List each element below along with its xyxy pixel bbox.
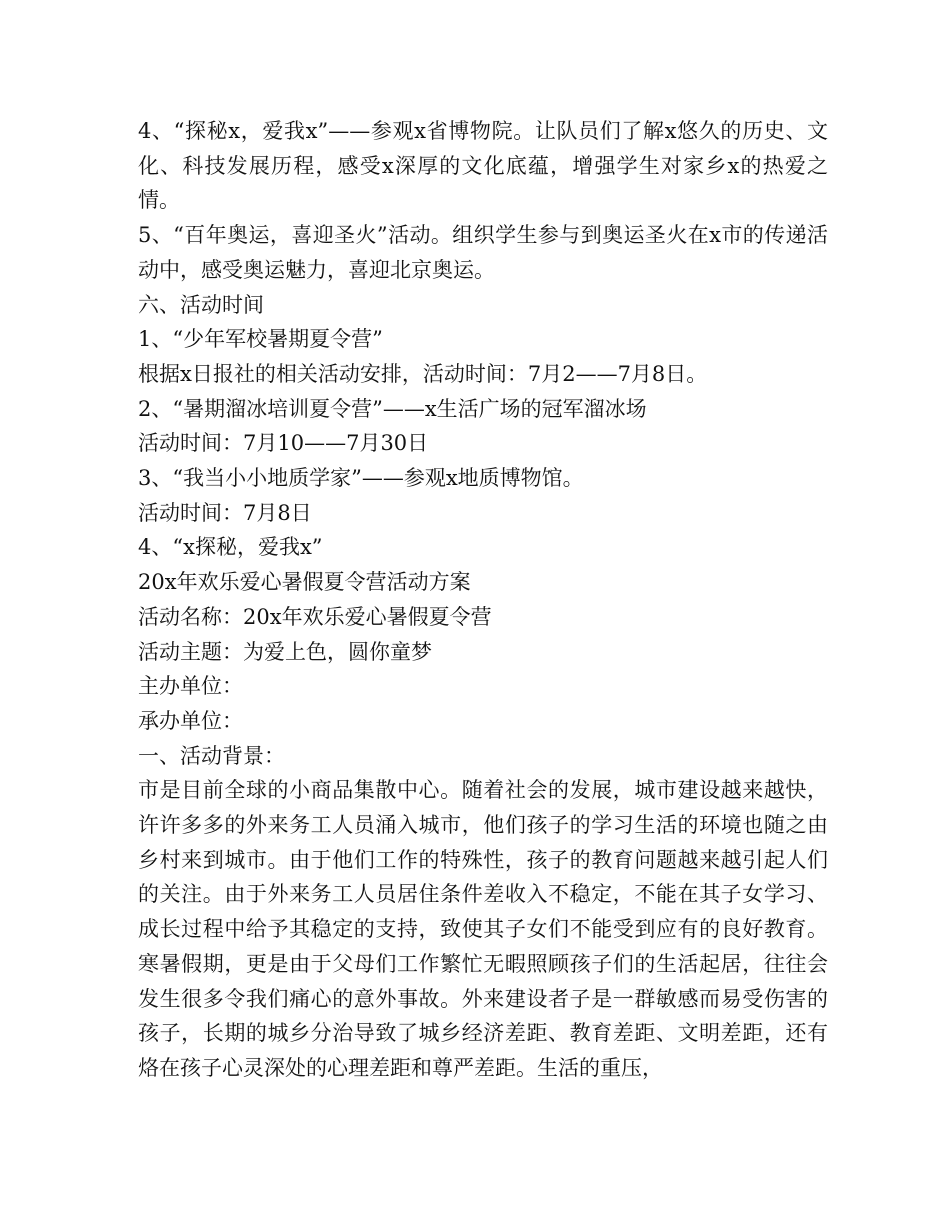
section-heading-background: 一、活动背景：: [138, 743, 285, 768]
list-item-military-camp: 1、“少年军校暑期夏令营”: [138, 327, 383, 352]
activity-schedule-text: 根据x日报社的相关活动安排，活动时间：7月2——7月8日。: [138, 361, 708, 386]
section-heading-activity-time: 六、活动时间: [138, 292, 264, 317]
plan-title: 20x年欢乐爱心暑假夏令营活动方案: [138, 570, 471, 595]
paragraph-item-4-museum: 4、“探秘x，爱我x”——参观x省博物院。让队员们了解x悠久的历史、文化、科技发展历程，感受x深厚的文化底蕴，增强学生对家乡x的热爱之情。: [138, 119, 828, 213]
list-item-geology: 3、“我当小小地质学家”——参观x地质博物馆。: [138, 466, 584, 491]
activity-time-text: 活动时间：7月8日: [138, 500, 312, 525]
list-item-skating-camp: 2、“暑期溜冰培训夏令营”——x生活广场的冠军溜冰场: [138, 396, 647, 421]
co-organizer-label: 承办单位：: [138, 708, 243, 733]
background-paragraph: 市是目前全球的小商品集散中心。随着社会的发展，城市建设越来越快，许许多多的外来务工人员涌入城市，他们孩子的学习生活的环境也随之由乡村来到城市。由于他们工作的特殊性，孩子的教育问题越来越引起人们的关注。由于外来务工人员居住条件差收入不稳定，不能在其子女学习、成长过程中给予其稳定的支持，致使其子女们不能受到应有的良好教育。寒暑假期，更是由于父母们工作繁忙无暇照顾孩子们的生活起居，往往会发生很多令我们痛心的意外事故。外来建设者子是一群敏感而易受伤害的孩子，长期的城乡分治导致了城乡经济差距、教育差距、文明差距，还有烙在孩子心灵深处的心理差距和尊严差距。生活的重压，: [138, 778, 828, 1080]
organizer-label: 主办单位：: [138, 674, 243, 699]
document-body: [138, 114, 828, 1086]
activity-name: 活动名称：20x年欢乐爱心暑假夏令营: [138, 604, 492, 629]
activity-theme: 活动主题：为爱上色，圆你童梦: [138, 639, 432, 664]
paragraph-item-5-olympics: 5、“百年奥运，喜迎圣火”活动。组织学生参与到奥运圣火在x市的传递活动中，感受奥运魅力，喜迎北京奥运。: [138, 223, 828, 282]
activity-time-text: 活动时间：7月10——7月30日: [138, 431, 429, 456]
list-item-explore: 4、“x探秘，爱我x”: [138, 535, 323, 560]
